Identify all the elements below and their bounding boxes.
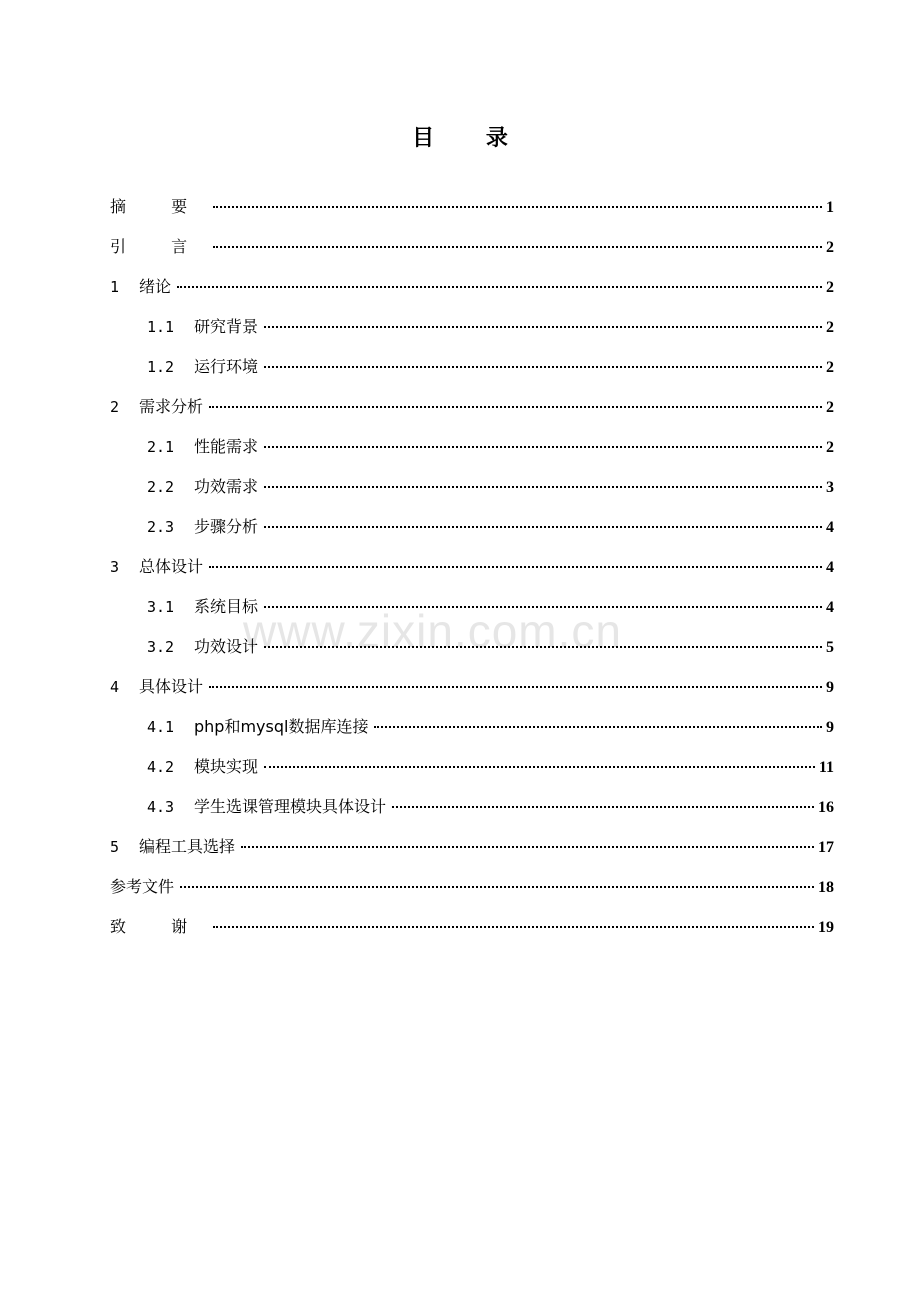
toc-leader-dots xyxy=(180,886,814,888)
toc-leader-dots xyxy=(392,806,814,808)
toc-section-number: 3.2 xyxy=(147,638,175,656)
toc-entry-1[interactable] xyxy=(110,275,834,299)
toc-entry-label: 研究背景 xyxy=(194,317,259,336)
toc-page-number: 2 xyxy=(826,239,834,256)
toc-entry-1-1[interactable] xyxy=(147,315,834,339)
toc-section-number: 4.3 xyxy=(147,798,175,816)
toc-page-number: 4 xyxy=(826,559,834,576)
toc-entry-label: 需求分析 xyxy=(139,397,204,416)
page-title: 目 录 xyxy=(412,126,530,151)
toc-section-number: 2 xyxy=(110,398,120,416)
toc-entry-label: 参考文件 xyxy=(110,877,175,896)
toc-leader-dots xyxy=(177,286,822,288)
toc-section-number: 3.1 xyxy=(147,598,175,616)
toc-page-number: 2 xyxy=(826,399,834,416)
toc-leader-dots xyxy=(209,406,822,408)
toc-entry-2-2[interactable] xyxy=(147,475,834,499)
toc-page-number: 2 xyxy=(826,279,834,296)
toc-section-number: 4.1 xyxy=(147,718,175,736)
toc-entry-acknowledgements[interactable] xyxy=(110,915,834,939)
toc-page-number: 3 xyxy=(826,479,834,496)
toc-entry-5[interactable] xyxy=(110,835,834,859)
toc-entry-4-1[interactable] xyxy=(147,715,834,739)
toc-page-number: 5 xyxy=(826,639,834,656)
toc-entry-label: 摘 要 xyxy=(110,197,208,216)
toc-entry-3[interactable] xyxy=(110,555,834,579)
toc-entry-references[interactable] xyxy=(110,875,834,899)
toc-entry-label: 致 谢 xyxy=(110,917,208,936)
toc-entry-label: 功效设计 xyxy=(194,637,259,656)
toc-page-number: 18 xyxy=(818,879,834,896)
watermark: www.zixin.com.cn xyxy=(243,605,622,657)
toc-section-number: 1 xyxy=(110,278,120,296)
toc-entry-2[interactable] xyxy=(110,395,834,419)
toc-page-number: 9 xyxy=(826,719,834,736)
toc-entry-label: 系统目标 xyxy=(194,597,259,616)
toc-leader-dots xyxy=(213,206,822,208)
toc-entry-label: 性能需求 xyxy=(194,437,259,456)
toc-entry-3-2[interactable] xyxy=(147,635,834,659)
toc-section-number: 1.1 xyxy=(147,318,175,336)
toc-page-number: 19 xyxy=(818,919,834,936)
toc-page-number: 11 xyxy=(818,759,834,776)
toc-entry-label: 具体设计 xyxy=(139,677,204,696)
toc-entry-label: 功效需求 xyxy=(194,477,259,496)
toc-leader-dots xyxy=(209,686,822,688)
toc-page-number: 2 xyxy=(826,319,834,336)
toc-entry-4-3[interactable] xyxy=(147,795,834,819)
toc-entry-1-2[interactable] xyxy=(147,355,834,379)
toc-section-number: 3 xyxy=(110,558,120,576)
toc-entry-2-1[interactable] xyxy=(147,435,834,459)
toc-entry-label: php和mysql数据库连接 xyxy=(194,717,369,736)
toc-page-number: 4 xyxy=(826,519,834,536)
toc-entry-4-2[interactable] xyxy=(147,755,834,779)
toc-leader-dots xyxy=(209,566,822,568)
toc-page-number: 4 xyxy=(826,599,834,616)
toc-leader-dots xyxy=(264,446,822,448)
toc-section-number: 4 xyxy=(110,678,120,696)
toc-section-number: 1.2 xyxy=(147,358,175,376)
toc-section-number: 2.2 xyxy=(147,478,175,496)
toc-section-number: 5 xyxy=(110,838,120,856)
toc-entry-abstract[interactable] xyxy=(110,195,834,219)
toc-entry-label: 总体设计 xyxy=(139,557,204,576)
toc-leader-dots xyxy=(213,926,814,928)
toc-entry-label: 模块实现 xyxy=(194,757,259,776)
toc-entry-4[interactable] xyxy=(110,675,834,699)
toc-page-number: 9 xyxy=(826,679,834,696)
toc-leader-dots xyxy=(264,366,822,368)
toc-section-number: 2.1 xyxy=(147,438,175,456)
toc-entry-label: 步骤分析 xyxy=(194,517,259,536)
toc-page-number: 1 xyxy=(826,199,834,216)
toc-page-number: 17 xyxy=(818,839,834,856)
toc-section-number: 2.3 xyxy=(147,518,175,536)
toc-leader-dots xyxy=(264,526,822,528)
toc-entry-label: 引 言 xyxy=(110,237,208,256)
toc-leader-dots xyxy=(213,246,822,248)
toc-entry-label: 运行环境 xyxy=(194,357,259,376)
toc-entry-introduction[interactable] xyxy=(110,235,834,259)
toc-leader-dots xyxy=(264,326,822,328)
toc-page-number: 16 xyxy=(818,799,834,816)
toc-leader-dots xyxy=(374,726,822,728)
toc-leader-dots xyxy=(241,846,814,848)
toc-page-number: 2 xyxy=(826,439,834,456)
toc-entry-label: 学生选课管理模块具体设计 xyxy=(194,797,387,816)
toc-entry-label: 绪论 xyxy=(139,277,172,296)
toc-entry-label: 编程工具选择 xyxy=(139,837,236,856)
toc-leader-dots xyxy=(264,646,822,648)
toc-page-number: 2 xyxy=(826,359,834,376)
toc-leader-dots xyxy=(264,766,815,768)
toc-leader-dots xyxy=(264,486,822,488)
toc-leader-dots xyxy=(264,606,822,608)
toc-entry-3-1[interactable] xyxy=(147,595,834,619)
toc-entry-2-3[interactable] xyxy=(147,515,834,539)
toc-section-number: 4.2 xyxy=(147,758,175,776)
